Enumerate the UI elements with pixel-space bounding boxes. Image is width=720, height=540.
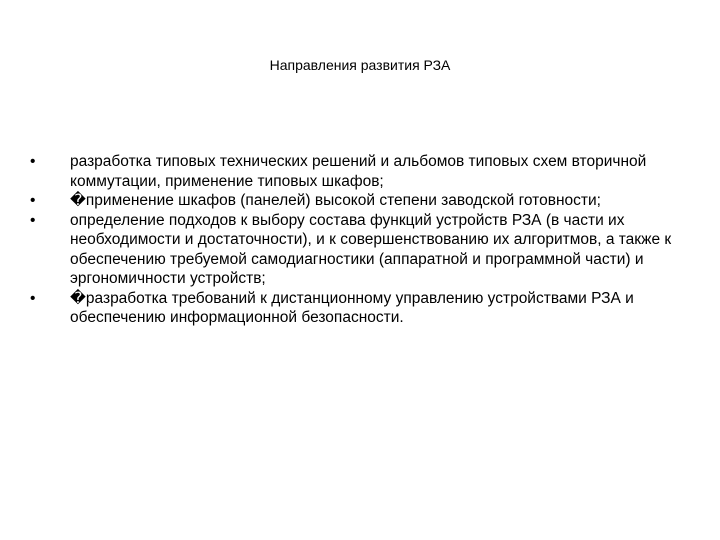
slide-title: Направления развития РЗА [269,57,451,73]
bullet-list [30,152,690,328]
bullet-text: �разработка требований к дистанционному управлению устройствами РЗА и обеспечению информационной безопасности. [70,289,634,326]
bullet-icon: • [30,289,36,307]
bullet-item [30,211,690,289]
bullet-text: определение подходов к выбору состава функций устройств РЗА (в части их необходимости и достаточности), и к совершенствованию их алгоритмов, а также к обеспечению требуемой самодиагностики (аппаратной и программной части) и эргономичности устройств; [70,211,672,287]
bullet-icon: • [30,192,36,209]
bullet-item [30,289,690,328]
bullet-text: �применение шкафов (панелей) высокой степени заводской готовности; [70,192,601,209]
bullet-icon: • [30,211,36,229]
bullet-text: разработка типовых технических решений и альбомов типовых схем вторичной коммутации, применение типовых шкафов; [70,153,647,190]
bullet-item [30,152,690,191]
bullet-icon: • [30,153,36,170]
bullet-item [30,191,690,211]
